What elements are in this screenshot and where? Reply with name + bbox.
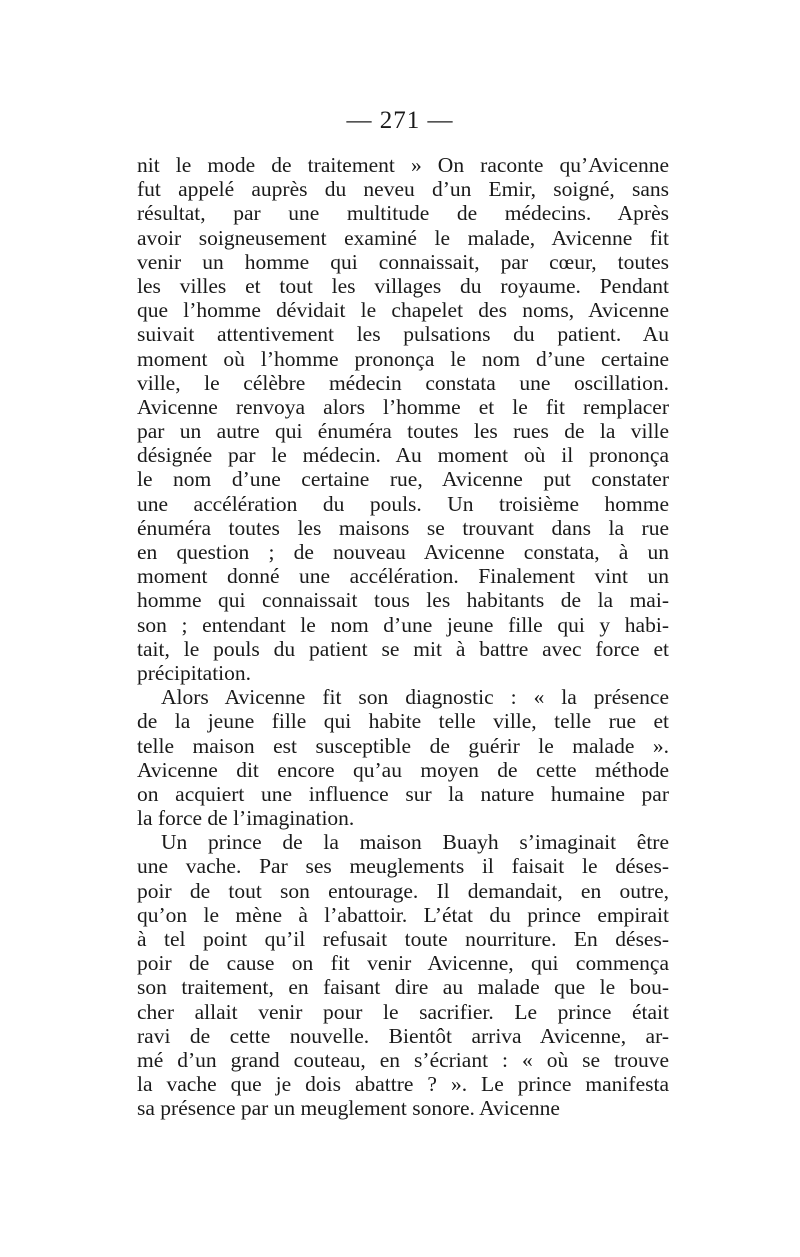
text-line: énuméra toutes les maisons se trouvant dans la rue	[137, 515, 669, 540]
text-line: une accélération du pouls. Un troisième homme	[137, 491, 669, 516]
text-line: Avicenne renvoya alors l’homme et le fit remplacer	[137, 394, 669, 419]
text-line: le nom d’une certaine rue, Avicenne put constater	[137, 467, 669, 492]
text-line: nit le mode de traitement » On raconte qu’Avicenne	[137, 153, 669, 177]
text-line: mé d’un grand couteau, en s’écriant : « où se trouve	[137, 1047, 669, 1072]
text-line: à tel point qu’il refusait toute nourriture. En déses-	[137, 927, 669, 951]
text-line: précipitation.	[137, 660, 252, 685]
text-line: suivait attentivement les pulsations du patient. Au	[137, 322, 669, 347]
text-line: ravi de cette nouvelle. Bientôt arriva Avicenne, ar-	[137, 1023, 669, 1048]
text-line: Avicenne dit encore qu’au moyen de cette méthode	[137, 757, 669, 782]
text-line: on acquiert une influence sur la nature humaine par	[137, 781, 669, 806]
text-line: son traitement, en faisant dire au malade que le bou-	[137, 975, 669, 1000]
text-line: homme qui connaissait tous les habitants de la mai-	[137, 588, 669, 613]
text-line: poir de cause on fit venir Avicenne, qui commença	[137, 951, 669, 976]
text-line: moment donné une accélération. Finalement vint un	[137, 564, 669, 589]
text-line: la force de l’imagination.	[137, 806, 355, 831]
text-line: que l’homme dévidait le chapelet des noms, Avicenne	[137, 298, 669, 323]
text-line: par un autre qui énuméra toutes les rues de la ville	[137, 419, 669, 444]
text-line: de la jeune fille qui habite telle ville, telle rue et	[137, 709, 669, 734]
body-text	[137, 153, 669, 1121]
paragraph	[137, 153, 669, 685]
text-line: fut appelé auprès du neveu d’un Emir, soigné, sans	[137, 177, 669, 202]
text-line: ville, le célèbre médecin constata une oscillation.	[137, 370, 669, 395]
text-line: cher allait venir pour le sacrifier. Le prince était	[137, 999, 669, 1024]
text-line: les villes et tout les villages du royaume. Pendant	[137, 273, 669, 298]
paragraph	[137, 830, 669, 1120]
text-line: la vache que je dois abattre ? ». Le prince manifesta	[137, 1072, 669, 1097]
text-line: tait, le pouls du patient se mit à battre avec force et	[137, 636, 669, 661]
text-line: moment où l’homme prononça le nom d’une certaine	[137, 346, 669, 371]
text-line: avoir soigneusement examiné le malade, Avicenne fit	[137, 225, 669, 250]
text-line: sa présence par un meuglement sonore. Avicenne	[137, 1096, 560, 1121]
text-line: telle maison est susceptible de guérir le malade ».	[137, 733, 669, 758]
text-line: poir de tout son entourage. Il demandait, en outre,	[137, 878, 669, 903]
text-line: venir un homme qui connaissait, par cœur, toutes	[137, 249, 669, 274]
paragraph	[137, 685, 669, 830]
text-line: son ; entendant le nom d’une jeune fille qui y habi-	[137, 612, 669, 637]
text-line: une vache. Par ses meuglements il faisait le déses-	[137, 854, 669, 879]
text-line: en question ; de nouveau Avicenne constata, à un	[137, 540, 669, 564]
text-line: qu’on le mène à l’abattoir. L’état du prince empirait	[137, 902, 669, 927]
page-number: — 271 —	[346, 107, 454, 134]
text-line: désignée par le médecin. Au moment où il prononça	[137, 443, 669, 468]
text-line: Un prince de la maison Buayh s’imaginait être	[161, 830, 669, 855]
text-line: résultat, par une multitude de médecins. Après	[137, 201, 669, 226]
text-line: Alors Avicenne fit son diagnostic : « la présence	[161, 685, 669, 710]
